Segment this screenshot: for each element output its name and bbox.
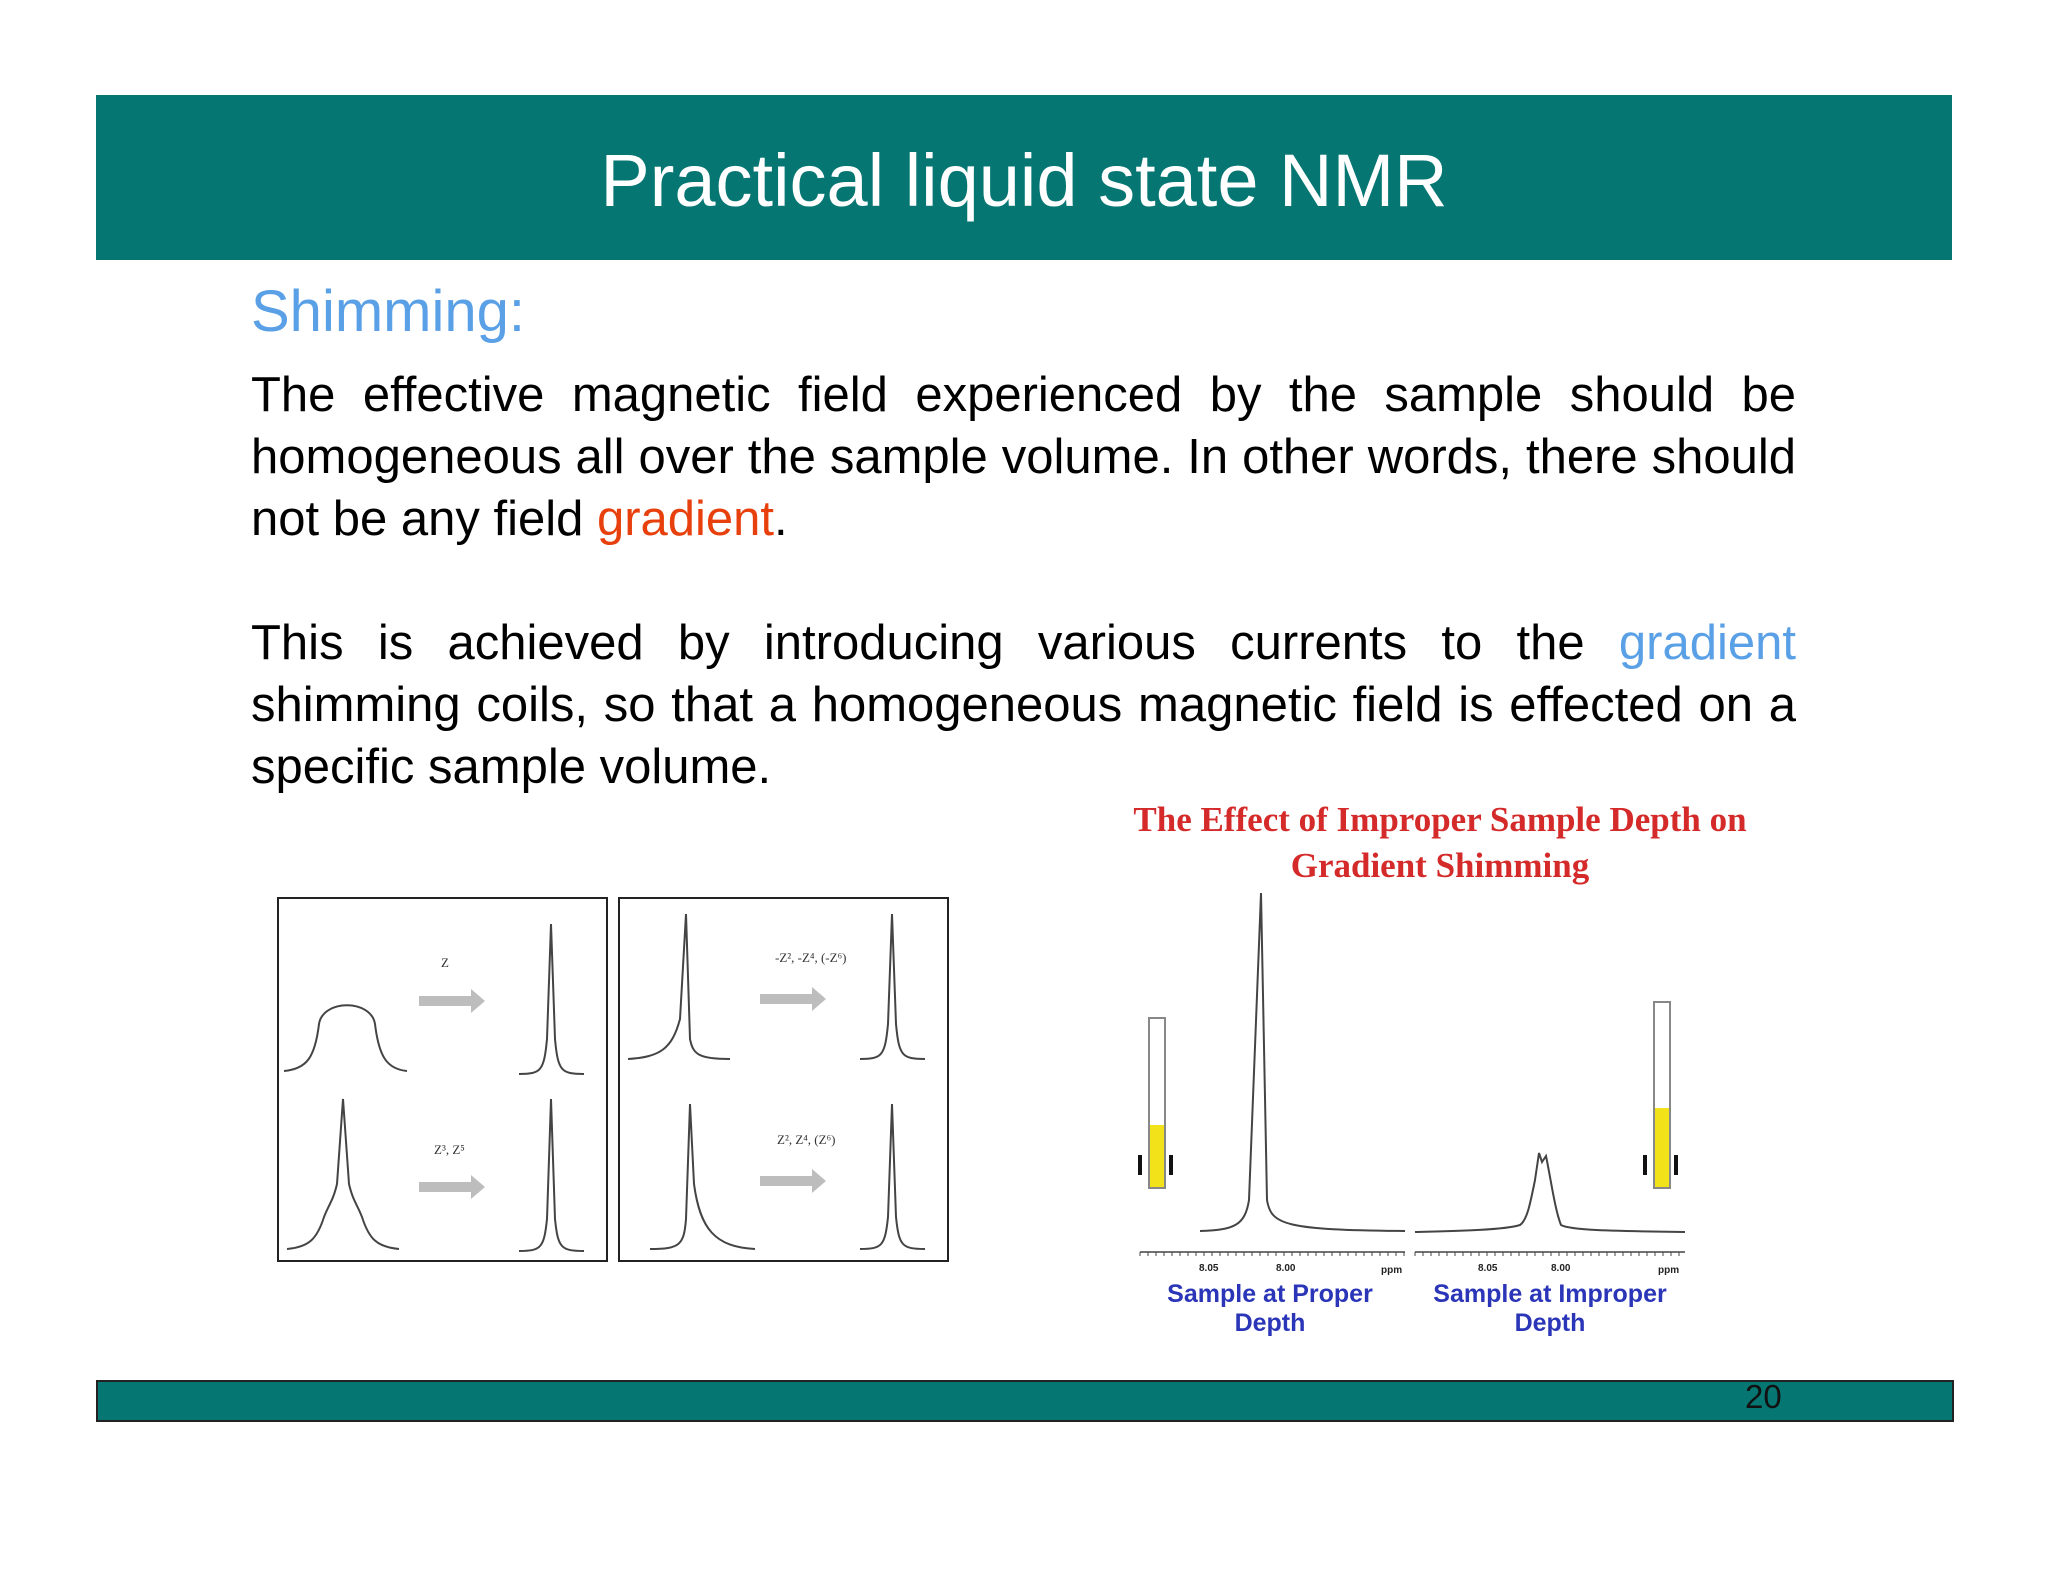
nmr-tube-improper-icon [1643, 1002, 1678, 1188]
caption-improper-line2: Depth [1514, 1309, 1586, 1337]
sharp-peak-top-right [519, 924, 584, 1074]
paragraph-1-text: The effective magnetic field experienced by the sample should be homogeneous all over the sample volume. In other words, there should not be any field [251, 368, 1796, 546]
footer-bar [96, 1380, 1954, 1422]
tick-label-left-805: 8.05 [1199, 1263, 1219, 1274]
spectrum-proper [1200, 893, 1405, 1231]
arrow-right-icon [760, 987, 826, 1011]
depth-figure-title-line1: The Effect of Improper Sample Depth on [1133, 800, 1747, 839]
shim-panel-left-drawing [279, 899, 610, 1264]
shim-panel-right [618, 897, 949, 1262]
shim-label-z: Z [441, 955, 449, 970]
arrow-right-icon [419, 989, 485, 1013]
arrow-right-icon [760, 1169, 826, 1193]
depth-spectra [1125, 880, 1705, 1280]
paragraph-1 [251, 364, 1796, 550]
page-number: 20 [1745, 1378, 1782, 1415]
gradient-highlight-red: gradient [596, 492, 775, 546]
nmr-tube-proper-icon [1138, 1018, 1173, 1188]
caption-improper-depth [1410, 1280, 1690, 1338]
depth-figure-title [1070, 797, 1810, 889]
depth-figure-title-line2: Gradient Shimming [1290, 846, 1590, 885]
split-peak [287, 1099, 399, 1249]
slide-title: Practical liquid state NMR [600, 139, 1448, 222]
caption-proper-depth [1150, 1280, 1390, 1338]
tick-label-left-800: 8.00 [1276, 1263, 1296, 1274]
paragraph-2-end: shimming coils, so that a homogeneous magnetic field is effected on a specific sample volume. [251, 678, 1796, 794]
shim-label-pos-even: Z², Z⁴, (Z⁶) [777, 1132, 836, 1147]
caption-proper-line2: Depth [1234, 1309, 1306, 1337]
tick-label-right-ppm: ppm [1658, 1265, 1680, 1276]
sharp-peak-bottom-right [519, 1099, 584, 1251]
paragraph-2-text: This is achieved by introducing various currents to the [251, 616, 1619, 670]
tick-label-right-805: 8.05 [1478, 1263, 1498, 1274]
sharp-peak-bottom-right [860, 1104, 925, 1249]
tick-label-right-800: 8.00 [1551, 1263, 1571, 1274]
asymmetric-peak-bottom-left [650, 1104, 755, 1249]
paragraph-2 [251, 612, 1796, 798]
asymmetric-peak-top-left [628, 914, 730, 1059]
shim-panel-left [277, 897, 608, 1262]
arrow-right-icon [419, 1175, 485, 1199]
header-bar [96, 95, 1952, 260]
broad-peak [284, 1005, 407, 1071]
shim-label-neg-even: -Z², -Z⁴, (-Z⁶) [775, 950, 847, 965]
sharp-peak-top-right [860, 914, 925, 1059]
tick-label-left-ppm: ppm [1381, 1265, 1403, 1276]
gradient-highlight-blue: gradient [1618, 616, 1796, 670]
caption-proper-line1: Sample at Proper [1167, 1280, 1373, 1308]
caption-improper-line1: Sample at Improper [1433, 1280, 1667, 1308]
shim-label-z3-z5: Z³, Z⁵ [434, 1142, 465, 1157]
paragraph-1-end: . [774, 492, 788, 546]
section-heading: Shimming: [251, 279, 525, 344]
